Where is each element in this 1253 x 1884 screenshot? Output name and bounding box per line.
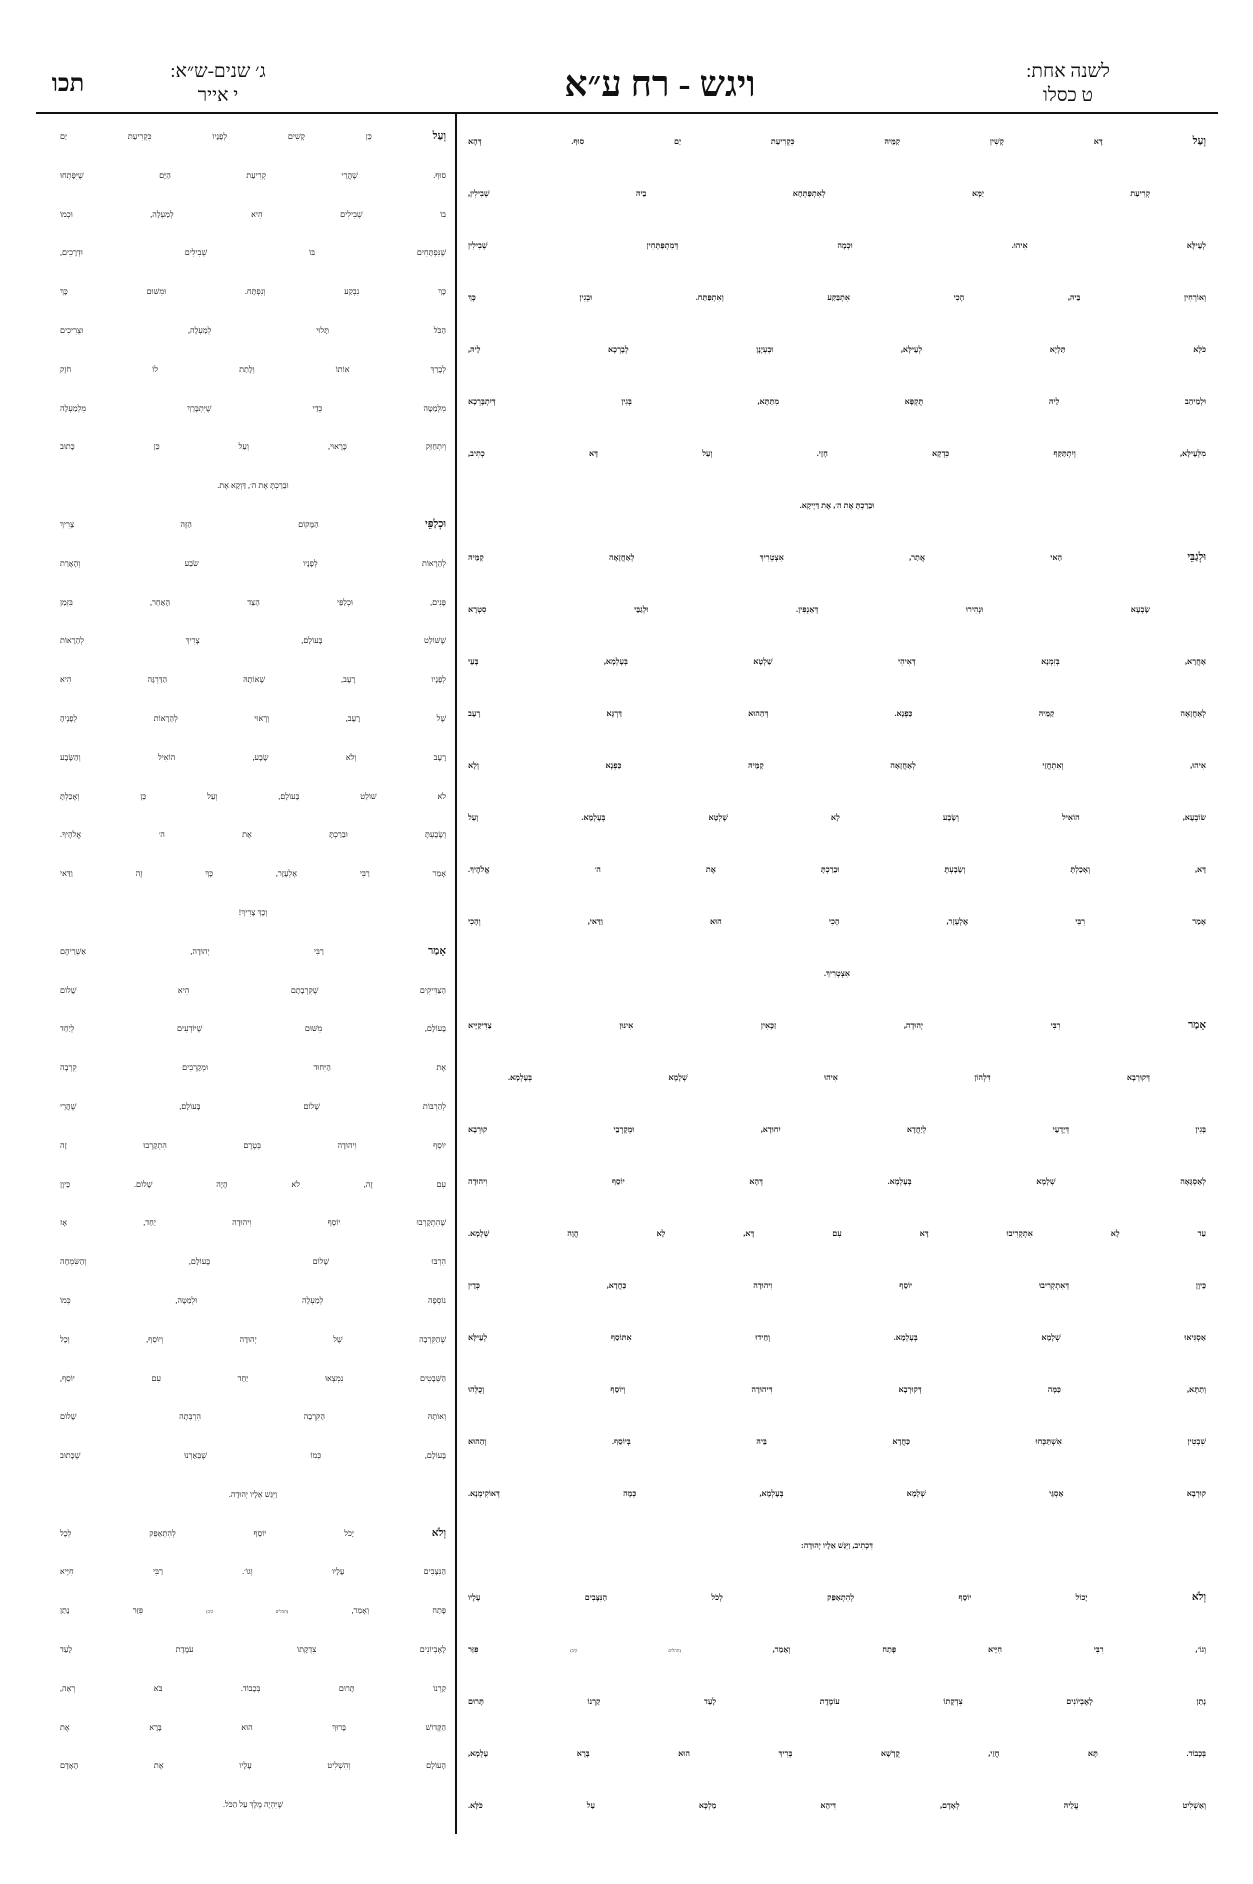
aramaic-line: אִצְטְרִיךְ. (823, 969, 851, 978)
header-rule (36, 112, 1218, 114)
line-text: וְגוֹ׳, רִבִּי חִיָּיא פָּתַח וְאָמַר, (772, 1645, 1207, 1654)
hebrew-line: קַרְנוֹ תָּרוּם בְּכָבוֹד. בֹּא רְאֵה, (60, 1683, 446, 1693)
aramaic-line: לְעֵילָּא אִיהוּ. וּכְמָה דְּמִתְפַּתְּחִין שְׁבִילִין (468, 241, 1206, 250)
hebrew-line: הַכֹּל תָּלוּי לְמַעְלָה, וּצְרִיכִים (60, 325, 446, 335)
hebrew-line: הַנִּצָּבִים עָלָיו וְגוֹ׳. רַבִּי חִיָּיא (60, 1567, 446, 1577)
aramaic-line: קוּרְבָא אַסְגֵּי שְׁלָמָא בְּעָלְמָא, כְּמָה דְּאוֹקִימְנָא. (468, 1489, 1206, 1498)
aramaic-line (468, 532, 1206, 584)
aramaic-line: וּלְמֵיהַב לֵיהּ תֻּקְפָּא מִתַּתָּא, בְּגִין דְּיִתְבָּרְכָא (468, 397, 1206, 406)
aramaic-line (468, 1572, 1206, 1624)
hebrew-line: לְבָרֵךְ אוֹתוֹ וְלָתֵת לוֹ חֹזֶק (60, 364, 446, 374)
paragraph-opening-word: אָמַר (1188, 1020, 1206, 1031)
hebrew-line: כָּךְ נִבְקַע וְנִפְתָּח. וּמִשּׁוּם כָּךְ (60, 287, 446, 297)
hebrew-line: בָּעוֹלָם, כְּמוֹ שֶׁבֵּאַרְנוּ שֶׁכָּתוּב (60, 1451, 446, 1461)
hebrew-line (60, 1592, 446, 1631)
aramaic-verse-line: וּבֵרַכְתָּ אֶת ה׳, אֶת דַּיְיקָא. (799, 501, 875, 510)
aramaic-line: בְּכָבוֹד. תָּא חֲזֵי, קֻדְשָׁא בְּרִיךְ הוּא בָּרָא עָלְמָא, (468, 1749, 1206, 1758)
schedule-three-years (118, 60, 318, 108)
hebrew-line: יוֹסֵף וִיהוּדָה בְּטֶרֶם הִתְקָרְבוּ זֶה (60, 1140, 446, 1150)
aramaic-line: שָׂבְעָא וּנְהִירוּ דְּאַנְפִּין. וּלְגַבֵּי סִטְרָא (468, 605, 1150, 614)
scripture-reference: (תהלים קיב) (570, 1648, 681, 1653)
line-text: הַאי אֲתַר, אִצְטְרִיךְ לְאַחֲזָאָה קַמֵּיהּ (468, 553, 1063, 562)
line-text: כֵּן קָשִׁים לְפָנָיו כִּקְרִיעַת יַם (60, 132, 372, 141)
hebrew-line: הַצַּדִּיקִים שֶׁקִּרְבָתָם הִיא שָׁלוֹם (60, 985, 446, 995)
paragraph-opening-word: וּלְגַבֵּי (1187, 552, 1207, 563)
paragraph-opening-word: אָמַר (428, 945, 446, 957)
schedule-one-year-label: לשנה אחת: (1026, 61, 1110, 82)
paragraph-opening-word: וְלֹא (431, 1527, 446, 1539)
aramaic-line: כֹּלָּא תַּלְיָא לְעֵילָּא, וּבְעְיָנָן לְבָרְכָא לֵיהּ, (468, 345, 1206, 354)
aramaic-line: אָמַר רִבִּי אֶלְעָזָר, הָכִי הוּא וַדַּאי, וְהָכִי (468, 917, 1206, 926)
aramaic-line (468, 116, 1206, 168)
hebrew-line: בוֹ שְׁבִילִים הִיא לְמַעְלָה, וּכְמוֹ (60, 209, 446, 219)
aramaic-line: קְרִיעַת יַמָּא לְאִתְפַּתְּחָא בֵיהּ שְׁבִילִין, (468, 189, 1150, 198)
hebrew-line: שֶׁנִּפְתָּחִים בּוֹ שְׁבִילִים וּדְרָכִים, (60, 248, 446, 258)
schedule-one-year-date: ט כסלו (1042, 85, 1094, 106)
aramaic-line: שׂוֹבְעָא, הוֹאִיל וְשָׂבָע לָא שָׁלְטָא בְּעָלְמָא. וְעַל (468, 813, 1206, 822)
aramaic-line: וְאוֹרְחִין בֵּיהּ, הָכִי אִתְבַּקַּע וְאִתְפַּתַּח. וּבְגִין כָּךְ (468, 293, 1206, 302)
hebrew-line: שֶׁהִתְקָרְבוּ יוֹסֵף וִיהוּדָה יַחַד, אָז (60, 1218, 446, 1228)
aramaic-line: לְאַחֲזָאָה קַמֵּיהּ כַּפְנָא. דְּהַהוּא דַּרְגָּא רָעֵב (468, 709, 1206, 718)
page-title: ויגש - רח ע״א (564, 64, 756, 104)
aramaic-line: עַד לָא אִתְקְרִיבוּ דָּא עִם דָּא, לָא הֲוָה שְׁלָמָא. (468, 1229, 1206, 1238)
aramaic-line: כֵּיוָן דְּאִתְקְרִיבוּ יוֹסֵף וִיהוּדָה כַּחֲדָא, כְּדֵין (468, 1281, 1206, 1290)
hebrew-line: שֶׁהַקִּרְבָה שֶׁל יְהוּדָה וְיוֹסֵף, וְכָל (60, 1334, 446, 1344)
aramaic-line: מִלְּעֵילָּא, וְיִתְתַּקַּף כִּדְקָא חָזֵי. וְעַל דָּא כְתִיב, (468, 449, 1206, 458)
hebrew-line (60, 506, 446, 545)
aramaic-line: בְּגִין דְּיָדְעֵי לְיַחֲדָא יִחוּדָא, וּמְקָרְבֵי קוּרְבָא (468, 1125, 1206, 1134)
hebrew-line: לְפָנָיו רָעָב, שֶׁאוֹתָהּ הַדַּרְגָּה הִיא (60, 675, 446, 685)
hebrew-line: רָעָב וְלֹא שָׂבָע, הוֹאִיל וְהַשָּׂבָע (60, 752, 446, 762)
line-text: פָּתַח וְאָמַר, (351, 1606, 447, 1616)
line-text: יָכֹל יוֹסֵף לְהִתְאַפֵּק לְכָל (60, 1528, 354, 1538)
line-text: יָכוֹל יוֹסֵף לְהִתְאַפֵּק לְכֹל הַנִּצָּבִים עָלָיו (468, 1593, 1088, 1602)
hebrew-verse-line: וַיִּגַּשׁ אֵלָיו יְהוּדָה. (228, 1489, 278, 1499)
line-text: פִּזַּר נָתַן (60, 1606, 144, 1616)
hebrew-translation-column (60, 118, 446, 1825)
paragraph-opening-word: וְעַל (1192, 136, 1206, 147)
aramaic-line: אִיהוּ, וְאִתְחֲזֵי לְאַחֲזָאָה קַמֵּיהּ כַּפְנָא וְלָא (468, 761, 1206, 770)
aramaic-line: אַחֲרָא, בְּזִמְנָא דְּאִיהִי שַׁלְטָא בְּעָלְמָא, בָּעֵי (468, 657, 1206, 666)
hebrew-line: שֶׁל רָעָב, וְרָאוּי לְהֵרָאוֹת לְפָנֶיהָ (60, 713, 446, 723)
line-text: רִבִּי יְהוּדָה, זַכָּאִין אִינּוּן צַדִּיקַיָּיא (468, 1021, 1061, 1030)
hebrew-line: מִלְּמַטָּה כְּדֵי שֶׁיִּתְבָּרֵךְ מִלְמַעְלָה (60, 403, 446, 413)
hebrew-line: בָּעוֹלָם, מִשּׁוּם שֶׁיּוֹדְעִים לְיַחֵד (60, 1024, 446, 1034)
hebrew-line: וְאוֹתָהּ הַקִּרְבָה הִרְבְּתָה שָׁלוֹם (60, 1412, 446, 1422)
hebrew-line: סוּף. שֶׁהֲרֵי קְרִיעַת הַיָּם שֶׁיִּפָּתְחוּ (60, 170, 446, 180)
aramaic-text-column (468, 116, 1206, 1832)
hebrew-line: עִם זֶה, לֹא הָיָה שָׁלוֹם. כֵּיוָן (60, 1179, 446, 1189)
page-number: תכו (51, 71, 85, 97)
column-divider (455, 112, 457, 1834)
hebrew-line: פָּנִים, וּכְלַפֵּי הַצַּד הָאַחֵר, בִּזְמַן (60, 597, 446, 607)
hebrew-line: שֶׁיִּהְיֶה מֶלֶךְ עַל הַכֹּל. (223, 1800, 283, 1810)
hebrew-line: לֹא שׁוֹלֵט בָּעוֹלָם, וְעַל כֵּן וְאָכַלְתָּ (60, 791, 446, 801)
aramaic-line: שִׁבְטִין אִשְׁתַּכְּחוּ כַּחֲדָא בֵּיהּ בְּיוֹסֵף. וְהַהוּא (468, 1437, 1206, 1446)
scripture-reference: (תהלים קיב) (206, 1609, 289, 1615)
hebrew-line: לָאֶבְיוֹנִים צִדְקָתוֹ עֹמֶדֶת לָעַד (60, 1645, 446, 1655)
aramaic-verse-line: דִּכְתִיב, וַיִּגַּשׁ אֵלָיו יְהוּדָה: (801, 1541, 873, 1550)
hebrew-line: לְהֵרָאוֹת לְפָנָיו שֹׂבַע וְהָאָרַת (60, 558, 446, 568)
hebrew-line: הִרְבּוּ שָׁלוֹם בָּעוֹלָם, וְהַשִּׂמְחָה (60, 1257, 446, 1267)
schedule-three-years-date: י אייר (197, 85, 239, 106)
aramaic-line: אַסְגִּיאוּ שְׁלָמָא בְּעָלְמָא. וְחֵידוּ אִתּוֹסַף לְעֵילָּא (468, 1333, 1206, 1342)
line-text: רַבִּי יְהוּדָה, אַשְׁרֵיהֶם (60, 946, 324, 956)
aramaic-line: וְאַשְׁלִיט עֲלֵיהּ לְאָדָם, דִּיהֵא מַלְכָּא עַל כֹּלָּא. (468, 1801, 1206, 1810)
line-text: דָּא קָשִׁין קַמֵּיהּ כִּקְרִיעַת יַם סוּף. דְּהָא (468, 137, 1103, 146)
hebrew-line: נוֹסְפָה לְמַעְלָה וּלְמַטָּה, כְּמוֹ (60, 1295, 446, 1305)
aramaic-line: דָּא, וְאָכַלְתָּ וְשָׂבָעְתָּ וּבֵרַכְתָּ אֶת ה׳ אֱלֹהֶיךָ. (468, 865, 1206, 874)
hebrew-line (60, 933, 446, 972)
paragraph-opening-word: וְעַל (432, 131, 446, 142)
aramaic-line (468, 1000, 1206, 1052)
schedule-one-year (968, 60, 1168, 108)
hebrew-line (60, 1515, 446, 1554)
hebrew-line: הַקָּדוֹשׁ בָּרוּךְ הוּא בָּרָא אֶת (60, 1722, 446, 1732)
hebrew-line: וְיִתְחַזֵּק כָּרָאוּי, וְעַל כֵּן כָּתוּב (60, 442, 446, 452)
paragraph-opening-word: וּכְלַפֵּי (425, 518, 447, 530)
aramaic-line: נָתַן לָאֶבְיוֹנִים צִדְקָתוֹ עוֹמֶדֶת לָעַד קַרְנוֹ תָּרוּם (468, 1697, 1206, 1706)
hebrew-line: הַשְּׁבָטִים נִמְצְאוּ יַחַד עִם יוֹסֵף, (60, 1373, 446, 1383)
hebrew-line: וְכָךְ צָרִיךְ! (238, 907, 268, 917)
hebrew-line: לְהַרְבּוֹת שָׁלוֹם בָּעוֹלָם, שֶׁהֲרֵי (60, 1101, 446, 1111)
schedule-three-years-label: ג׳ שנים-ש״א: (170, 61, 266, 82)
paragraph-opening-word: וְלֹא (1191, 1592, 1207, 1603)
line-text: פִּזַּר (468, 1645, 479, 1654)
aramaic-line: דְּקוּרְבָא דִּלְהוֹן אִיהוּ שְׁלָמָא בְּעָלְמָא. (508, 1073, 1150, 1082)
line-text: הַמָּקוֹם הַזֶּה צָרִיךְ (60, 519, 319, 529)
hebrew-line (60, 118, 446, 157)
hebrew-line: שֶׁשּׁוֹלֵט בָּעוֹלָם, צָרִיךְ לְהֵרָאוֹת (60, 636, 446, 646)
hebrew-line: הָעוֹלָם וְהִשְׁלִיט עָלָיו אֶת הָאָדָם (60, 1761, 446, 1771)
hebrew-verse-line: וּבֵרַכְתָּ אֶת ה׳, דַּוְקָא אֶת. (217, 481, 289, 491)
hebrew-line: אָמַר רַבִּי אֶלְעָזָר, כָּךְ זֶה וַדַּאי (60, 869, 446, 879)
aramaic-line: לְאַסְגָּאָה שְׁלָמָא בְּעָלְמָא. דְּהָא יוֹסֵף וִיהוּדָה (468, 1177, 1206, 1186)
aramaic-line (468, 1624, 1206, 1676)
aramaic-line: וְתַתָּא, כַּמָּה דְּקוּרְבָא דִּיהוּדָה וְיוֹסֵף וְכֻלְּהוּ (468, 1385, 1206, 1394)
hebrew-line: וְשָׂבָעְתָּ וּבֵרַכְתָּ אֶת ה׳ אֱלֹהֶיךָ. (60, 830, 446, 840)
hebrew-line: אֶת הַיִּחוּד וּמְקָרְבִים קִרְבָה (60, 1063, 446, 1073)
